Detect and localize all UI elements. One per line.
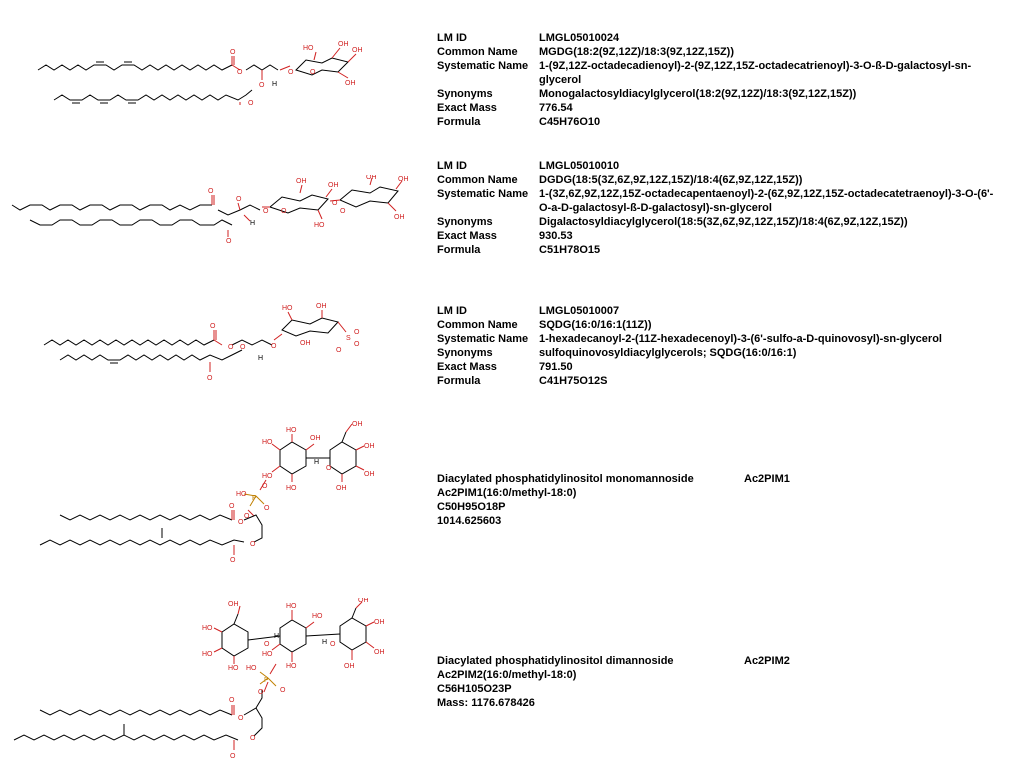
svg-text:OH: OH <box>364 471 375 478</box>
pim-name: Diacylated phosphatidylinositol dimannoside <box>437 655 674 667</box>
svg-text:O: O <box>332 200 338 207</box>
svg-text:O: O <box>229 697 235 704</box>
svg-text:OH: OH <box>336 485 347 492</box>
svg-text:O: O <box>288 69 294 76</box>
svg-text:OH: OH <box>328 182 339 189</box>
svg-text:OH: OH <box>358 598 369 604</box>
entry-ac2pim1 <box>437 472 997 528</box>
formula-label: Formula <box>437 244 481 256</box>
common-name-label: Common Name <box>437 46 518 58</box>
svg-text:OH: OH <box>374 619 385 626</box>
common-name-label: Common Name <box>437 319 518 331</box>
svg-text:HO: HO <box>312 613 323 620</box>
systematic-name-value: 1-(9Z,12Z-octadecadienoyl)-2-(9Z,12Z,15Z-octadecatrienoyl)-3-O-ß-D-galactosyl-sn-glycerol <box>539 60 972 86</box>
svg-text:O: O <box>226 238 232 245</box>
svg-text:OH: OH <box>374 649 385 656</box>
structure-ac2pim1 <box>0 420 425 570</box>
svg-text:O: O <box>280 687 286 694</box>
systematic-name-value: 1-(3Z,6Z,9Z,12Z,15Z-octadecapentaenoyl)-2-(6Z,9Z,12Z,15Z-octadecatetraenoyl)-3-O-(6'-O-a-D-galactosyl-ß-D-galactosyl)-sn-glycerol <box>539 188 994 214</box>
svg-text:O: O <box>237 69 243 76</box>
svg-text:OH: OH <box>310 435 321 442</box>
pim-subname: Ac2PIM2(16:0/methyl-18:0) <box>437 669 577 681</box>
exact-mass-label: Exact Mass <box>437 102 497 114</box>
svg-text:H: H <box>272 81 278 88</box>
svg-text:HO: HO <box>262 651 273 658</box>
svg-text:HO: HO <box>286 427 297 434</box>
exact-mass-label: Exact Mass <box>437 361 497 373</box>
svg-text:O: O <box>271 343 277 350</box>
systematic-name-label: Systematic Name <box>437 188 529 200</box>
formula-label: Formula <box>437 116 481 128</box>
svg-text:OH: OH <box>296 178 307 185</box>
svg-text:O: O <box>250 541 256 548</box>
svg-text:O: O <box>228 344 234 351</box>
svg-text:O: O <box>259 82 265 89</box>
svg-text:H: H <box>250 220 256 227</box>
svg-text:HO: HO <box>314 222 325 229</box>
entry-sqdg <box>437 304 997 388</box>
svg-text:HO: HO <box>202 651 213 658</box>
svg-text:OH: OH <box>394 214 405 221</box>
entry-dgdg <box>437 159 997 257</box>
synonyms-value: sulfoquinovosyldiacylglycerols; SQDG(16:0/16:1) <box>539 347 797 359</box>
common-name-label: Common Name <box>437 174 518 186</box>
synonyms-value: Digalactosyldiacylglycerol(18:5(3Z,6Z,9Z,12Z,15Z)/18:4(6Z,9Z,12Z,15Z)) <box>539 216 908 228</box>
pim-subname: Ac2PIM1(16:0/methyl-18:0) <box>437 487 577 499</box>
svg-text:O: O <box>258 689 264 696</box>
lm-id-value: LMGL05010024 <box>539 32 620 44</box>
pim-abbreviation: Ac2PIM1 <box>744 473 790 485</box>
svg-text:OH: OH <box>398 176 409 183</box>
svg-text:H: H <box>314 459 320 466</box>
exact-mass-value: 776.54 <box>539 102 573 114</box>
pim-formula: C50H95O18P <box>437 501 506 513</box>
synonyms-value: Monogalactosyldiacylglycerol(18:2(9Z,12Z)/18:3(9Z,12Z,15Z)) <box>539 88 857 100</box>
svg-text:O: O <box>230 49 236 56</box>
svg-text:HO: HO <box>282 305 293 312</box>
ac2pim2-structure-drawing <box>0 598 425 766</box>
structure-dgdg <box>0 175 425 245</box>
svg-text:O: O <box>263 208 269 215</box>
systematic-name-value: 1-hexadecanoyl-2-(11Z-hexadecenoyl)-3-(6'-sulfo-a-D-quinovosyl)-sn-glycerol <box>539 333 942 345</box>
svg-text:O: O <box>248 100 254 105</box>
svg-text:OH: OH <box>352 47 363 54</box>
svg-text:OH: OH <box>345 80 356 87</box>
lm-id-value: LMGL05010010 <box>539 160 620 172</box>
svg-text:O: O <box>244 513 250 520</box>
svg-text:O: O <box>340 208 346 215</box>
svg-text:O: O <box>240 344 246 351</box>
svg-text:O: O <box>208 188 214 195</box>
svg-text:OH: OH <box>352 421 363 428</box>
svg-text:HO: HO <box>246 665 257 672</box>
svg-text:O: O <box>230 557 236 564</box>
svg-text:S: S <box>346 335 351 342</box>
structure-mgdg <box>0 30 425 105</box>
common-name-value: MGDG(18:2(9Z,12Z)/18:3(9Z,12Z,15Z)) <box>539 46 734 58</box>
common-name-value: SQDG(16:0/16:1(11Z)) <box>539 319 652 331</box>
svg-text:HO: HO <box>286 603 297 610</box>
synonyms-label: Synonyms <box>437 347 493 359</box>
svg-text:OH: OH <box>344 663 355 670</box>
svg-text:H: H <box>322 639 328 646</box>
pim-name: Diacylated phosphatidylinositol monomannoside <box>437 473 694 485</box>
svg-text:O: O <box>229 503 235 510</box>
svg-text:HO: HO <box>228 665 239 672</box>
pim-mass: Mass: 1176.678426 <box>437 697 535 709</box>
exact-mass-value: 791.50 <box>539 361 573 373</box>
svg-text:OH: OH <box>300 340 311 347</box>
pim-abbreviation: Ac2PIM2 <box>744 655 790 667</box>
svg-text:OH: OH <box>316 303 327 310</box>
formula-value: C51H78O15 <box>539 244 601 256</box>
exact-mass-label: Exact Mass <box>437 230 497 242</box>
svg-text:O: O <box>207 375 213 382</box>
svg-text:OH: OH <box>364 443 375 450</box>
svg-text:OH: OH <box>228 601 239 608</box>
svg-text:OH: OH <box>366 175 377 181</box>
svg-text:HO: HO <box>286 485 297 492</box>
svg-text:O: O <box>262 483 268 490</box>
svg-text:O: O <box>326 465 332 472</box>
systematic-name-label: Systematic Name <box>437 333 529 345</box>
pim-mass: 1014.625603 <box>437 515 502 527</box>
svg-text:O: O <box>336 347 342 354</box>
svg-text:HO: HO <box>202 625 213 632</box>
formula-label: Formula <box>437 375 481 387</box>
entry-ac2pim2 <box>437 654 997 710</box>
svg-text:HO: HO <box>262 439 273 446</box>
svg-text:HO: HO <box>286 663 297 670</box>
svg-text:O: O <box>236 196 242 203</box>
formula-value: C41H75O12S <box>539 375 608 387</box>
svg-text:H: H <box>274 633 280 640</box>
svg-text:HO: HO <box>303 45 314 52</box>
dgdg-structure-drawing <box>0 175 425 245</box>
systematic-name-label: Systematic Name <box>437 60 529 72</box>
common-name-value: DGDG(18:5(3Z,6Z,9Z,12Z,15Z)/18:4(6Z,9Z,12Z,15Z)) <box>539 174 803 186</box>
svg-text:OH: OH <box>338 41 349 48</box>
svg-text:P: P <box>252 495 257 502</box>
structure-ac2pim2 <box>0 598 425 766</box>
pim-formula: C56H105O23P <box>437 683 512 695</box>
svg-text:HO: HO <box>262 473 273 480</box>
ac2pim1-structure-drawing <box>0 420 425 570</box>
svg-text:HO: HO <box>236 491 247 498</box>
svg-text:O: O <box>250 735 256 742</box>
svg-text:O: O <box>264 505 270 512</box>
mgdg-structure-drawing <box>0 30 425 105</box>
svg-text:O: O <box>210 323 216 330</box>
svg-text:O: O <box>330 641 336 648</box>
sqdg-structure-drawing <box>0 300 425 385</box>
svg-text:O: O <box>238 715 244 722</box>
structure-sqdg <box>0 300 425 385</box>
formula-value: C45H76O10 <box>539 116 601 128</box>
svg-text:O: O <box>281 208 287 215</box>
synonyms-label: Synonyms <box>437 216 493 228</box>
lm-id-label: LM ID <box>437 305 467 317</box>
lm-id-value: LMGL05010007 <box>539 305 620 317</box>
synonyms-label: Synonyms <box>437 88 493 100</box>
lm-id-label: LM ID <box>437 160 467 172</box>
svg-text:O: O <box>238 519 244 526</box>
svg-text:O: O <box>310 69 316 76</box>
svg-text:O: O <box>354 329 360 336</box>
svg-text:O: O <box>354 341 360 348</box>
lm-id-label: LM ID <box>437 32 467 44</box>
svg-text:O: O <box>230 753 236 760</box>
svg-text:O: O <box>264 641 270 648</box>
svg-text:P: P <box>264 677 269 684</box>
svg-text:H: H <box>258 355 264 362</box>
entry-mgdg <box>437 31 997 129</box>
exact-mass-value: 930.53 <box>539 230 573 242</box>
